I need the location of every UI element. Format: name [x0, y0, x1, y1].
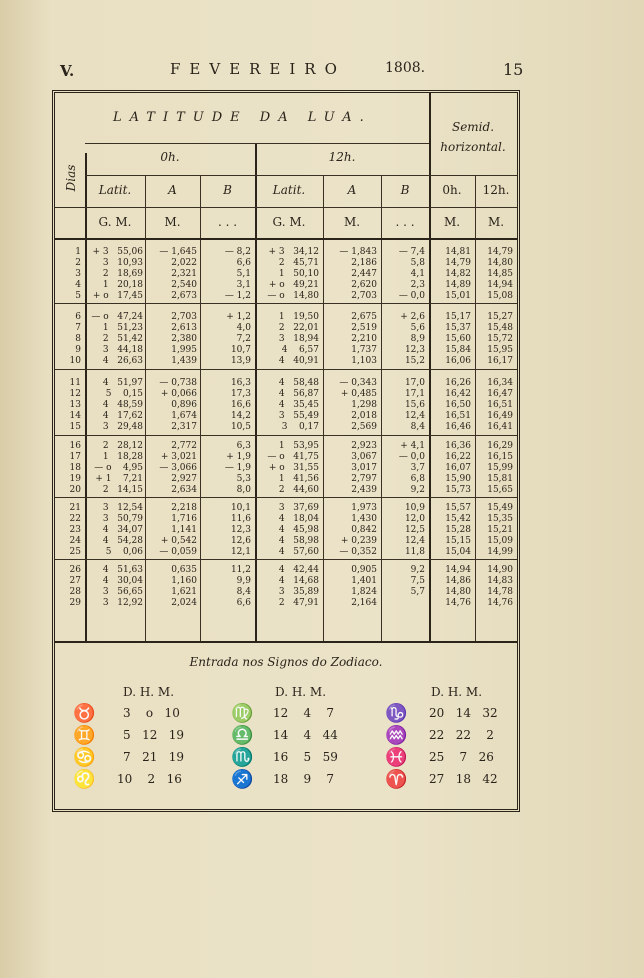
- b0-cell: 6,3 + 1,9 — 1,9 5,3 8,0: [224, 441, 251, 495]
- lat12-cell: 4 58,48 4 56,87 4 35,45 3 55,49 3 0,17: [278, 378, 319, 432]
- virgo-icon: ♍: [231, 703, 254, 724]
- dias-header: Dias: [64, 164, 78, 192]
- zodiac-entry: 5 12 19: [123, 728, 185, 742]
- zodiac-title: Entrada nos Signos do Zodiaco.: [189, 655, 383, 669]
- zodiac-entry: 14 4 44: [273, 728, 338, 742]
- zodiac-dhm-header: D. H. M.: [431, 685, 483, 699]
- semid0-cell: 15,57 15,42 15,28 15,15 15,04: [445, 503, 471, 557]
- zodiac-entry: 3 o 10: [123, 706, 180, 720]
- a0-cell: — 1,645 2,022 2,321 2,540 2,673: [159, 247, 197, 301]
- a12-cell: — 1,843 2,186 2,447 2,620 2,703: [339, 247, 377, 301]
- page-year: 1808.: [385, 60, 426, 76]
- unit-m-s0: M.: [443, 215, 461, 229]
- semid12-cell: 16,34 16,47 16,51 16,49 16,41: [487, 378, 513, 432]
- semid0-cell: 15,17 15,37 15,60 15,84 16,06: [445, 312, 471, 366]
- semid0-cell: 16,36 16,22 16,07 15,90 15,73: [445, 441, 471, 495]
- b12-cell: 17,0 17,1 15,6 12,4 8,4: [404, 378, 425, 432]
- days-cell: 21 22 23 24 25: [69, 503, 81, 557]
- days-cell: 1 2 3 4 5: [75, 247, 81, 301]
- zodiac-entry: 25 7 26: [429, 750, 494, 764]
- days-cell: 6 7 8 9 10: [69, 312, 81, 366]
- b12-cell: + 4,1 — 0,0 3,7 6,8 9,2: [398, 441, 425, 495]
- a0-cell: 0,635 1,160 1,621 2,024: [171, 565, 197, 608]
- a0-cell: 2,772 + 3,021 — 3,066 2,927 2,634: [159, 441, 197, 495]
- lat0-cell: 4 51,63 4 30,04 3 56,65 3 12,92: [102, 565, 143, 608]
- b0-cell: 16,3 17,3 16,6 14,2 10,5: [230, 378, 251, 432]
- latitude-title: LATITUDE DA LUA.: [113, 110, 372, 125]
- b12-cell: 10,9 12,0 12,5 12,4 11,8: [404, 503, 425, 557]
- lat12-cell: 1 19,50 2 22,01 3 18,94 4 6,57 4 40,91: [278, 312, 319, 366]
- unit-dots-b12: . . .: [395, 215, 415, 229]
- unit-dots-b0: . . .: [217, 215, 238, 229]
- zodiac-entry: 10 2 16: [117, 772, 182, 786]
- a12-cell: 2,675 2,519 2,210 1,737 1,103: [351, 312, 377, 366]
- scorpio-icon: ♏: [231, 747, 254, 768]
- col-b-0: B: [223, 183, 232, 197]
- semid12-cell: 15,49 15,35 15,21 15,09 14,99: [487, 503, 513, 557]
- leo-icon: ♌: [73, 769, 96, 790]
- b0-cell: 10,1 11,6 12,3 12,6 12,1: [230, 503, 251, 557]
- page-signature: V.: [60, 62, 75, 80]
- aries-icon: ♈: [385, 769, 408, 790]
- a12-cell: 1,973 1,430 0,842 + 0,239 — 0,352: [339, 503, 377, 557]
- lat0-cell: 2 28,12 1 18,28 — o 4,95 + 1 7,21 2 14,15: [94, 441, 143, 495]
- running-header: [0, 58, 644, 82]
- days-cell: 16 17 18 19 20: [69, 441, 81, 495]
- b12-cell: + 2,6 5,6 8,9 12,3 15,2: [400, 312, 425, 366]
- taurus-icon: ♉: [73, 703, 96, 724]
- col-a-0: A: [168, 183, 177, 197]
- col-latit-0: Latit.: [98, 183, 132, 197]
- unit-gm-0: G. M.: [98, 215, 132, 229]
- hour-0-header: 0h.: [160, 150, 180, 164]
- libra-icon: ♎: [231, 725, 254, 746]
- days-cell: 26 27 28 29: [69, 565, 81, 608]
- sagittarius-icon: ♐: [231, 769, 254, 790]
- semid0-cell: 14,81 14,79 14,82 14,89 15,01: [445, 247, 471, 301]
- unit-m-s12: M.: [487, 215, 505, 229]
- a12-cell: 0,905 1,401 1,824 2,164: [351, 565, 377, 608]
- hour-12-header: 12h.: [328, 150, 356, 164]
- col-latit-12: Latit.: [272, 183, 306, 197]
- a0-cell: — 0,738 + 0,066 0,896 1,674 2,317: [159, 378, 197, 432]
- b0-cell: — 8,2 6,6 5,1 3,1 — 1,2: [224, 247, 251, 301]
- page-number: 15: [503, 60, 524, 79]
- latitude-table: [55, 93, 517, 643]
- zodiac-dhm-header: D. H. M.: [123, 685, 175, 699]
- page-title: FEVEREIRO: [170, 60, 346, 78]
- b0-cell: + 1,2 4,0 7,2 10,7 13,9: [226, 312, 251, 366]
- semid0-cell: 14,94 14,86 14,80 14,76: [445, 565, 471, 608]
- a0-cell: 2,218 1,716 1,141 + 0,542 — 0,059: [159, 503, 197, 557]
- b0-cell: 11,2 9,9 8,4 6,6: [230, 565, 251, 608]
- aquarius-icon: ♒: [385, 725, 408, 746]
- zodiac-dhm-header: D. H. M.: [275, 685, 327, 699]
- col-semid-12: 12h.: [482, 183, 510, 197]
- lat12-cell: 4 42,44 4 14,68 3 35,89 2 47,91: [278, 565, 319, 608]
- lat12-cell: 1 53,95 — o 41,75 + o 31,55 1 41,56 2 44,60: [267, 441, 319, 495]
- semid12-cell: 15,27 15,48 15,72 15,95 16,17: [487, 312, 513, 366]
- unit-gm-12: G. M.: [272, 215, 306, 229]
- lat0-cell: 4 51,97 5 0,15 4 48,59 4 17,62 3 29,48: [102, 378, 143, 432]
- unit-m-a0: M.: [164, 215, 181, 229]
- a0-cell: 2,703 2,613 2,380 1,995 1,439: [171, 312, 197, 366]
- a12-cell: — 0,343 + 0,485 1,298 2,018 2,569: [339, 378, 377, 432]
- lat12-cell: 3 37,69 4 18,04 4 45,98 4 58,98 4 57,60: [278, 503, 319, 557]
- col-a-12: A: [347, 183, 357, 197]
- semid12-cell: 16,29 16,15 15,99 15,81 15,65: [487, 441, 513, 495]
- pisces-icon: ♓: [385, 747, 408, 768]
- zodiac-entry: 22 22 2: [429, 728, 494, 742]
- a12-cell: 2,923 3,067 3,017 2,797 2,439: [351, 441, 377, 495]
- lat0-cell: 3 12,54 3 50,79 4 34,07 4 54,28 5 0,06: [102, 503, 143, 557]
- unit-m-a12: M.: [343, 215, 361, 229]
- lat12-cell: + 3 34,12 2 45,71 1 50,10 + o 49,21 — o 14,80: [267, 247, 319, 301]
- semid0-cell: 16,26 16,42 16,50 16,51 16,46: [445, 378, 471, 432]
- b12-cell: — 7,4 5,8 4,1 2,3 — 0,0: [398, 247, 425, 301]
- gemini-icon: ♊: [73, 725, 96, 746]
- zodiac-entry: 7 21 19: [123, 750, 185, 764]
- days-cell: 11 12 13 14 15: [69, 378, 81, 432]
- lat0-cell: — o 47,24 1 51,23 2 51,42 3 44,18 4 26,63: [91, 312, 143, 366]
- zodiac-entry: 27 18 42: [429, 772, 498, 786]
- capricorn-icon: ♑: [385, 703, 408, 724]
- zodiac-entry: 12 4 7: [273, 706, 335, 720]
- semid12-cell: 14,79 14,80 14,85 14,94 15,08: [487, 247, 513, 301]
- semid-header: Semid. horizontal.: [440, 120, 506, 154]
- zodiac-entry: 16 5 59: [273, 750, 338, 764]
- col-semid-0: 0h.: [442, 183, 462, 197]
- b12-cell: 9,2 7,5 5,7: [410, 565, 425, 597]
- zodiac-section: [55, 643, 517, 809]
- col-b-12: B: [400, 183, 410, 197]
- lat0-cell: + 3 55,06 3 10,93 2 18,69 1 20,18 + o 17,45: [92, 247, 143, 301]
- zodiac-entry: 20 14 32: [429, 706, 498, 720]
- semid12-cell: 14,90 14,83 14,78 14,76: [487, 565, 513, 608]
- zodiac-entry: 18 9 7: [273, 772, 335, 786]
- cancer-icon: ♋: [73, 747, 96, 768]
